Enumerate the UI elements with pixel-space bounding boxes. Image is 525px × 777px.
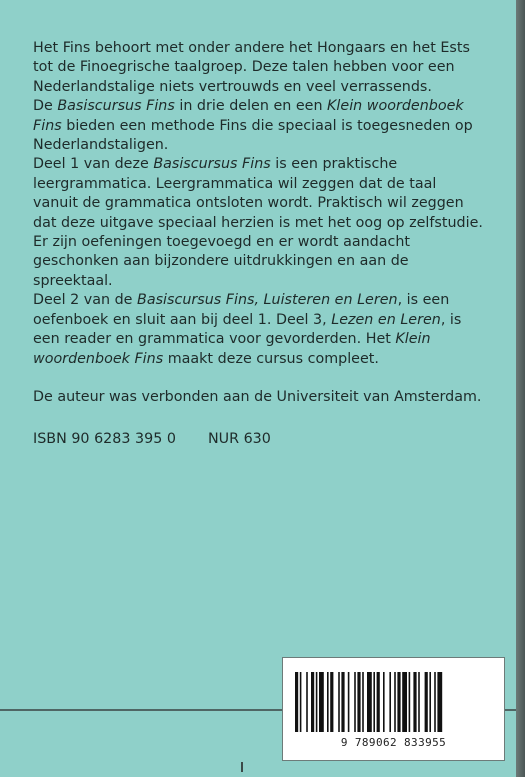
text-run: , is een oefenboek en sluit aan bij deel 1. Deel 3,	[33, 292, 450, 328]
page-edge	[516, 0, 525, 777]
print-mark	[241, 762, 243, 772]
text-run: , is een reader en grammatica voor gevorderden. Het	[33, 311, 462, 348]
text-run: is een praktische leergrammatica. Leergrammatica wil zeggen dat de taal vanuit de grammatica ontsloten wordt. Praktisch wil zeggen dat deze uitgave speciaal herzien is met het oog op zelfstudie. Er zijn oefeningen toegevoegd en er wordt aandacht geschonken aan bijzondere uitdrukkingen en aan de spreektaal.	[33, 156, 483, 289]
text-run: De	[33, 98, 58, 115]
italic-title: Basiscursus Fins, Luisteren en Leren	[137, 292, 398, 309]
blurb-text	[33, 39, 483, 450]
paragraph	[33, 291, 483, 369]
text-run: Het Fins behoort met onder andere het Hongaars en het Ests tot de Finoegrische taalgroep. Deze talen hebben voor een Nederlandstalige niets vertrouwds en veel verrassends.	[33, 40, 470, 95]
text-run: bieden een methode Fins die speciaal is toegesneden op Nederlandstaligen.	[33, 117, 473, 154]
paragraph	[33, 97, 483, 155]
italic-title: Lezen en Leren	[331, 311, 441, 328]
barcode-label	[282, 657, 505, 761]
italic-title: Klein woordenboek Fins	[33, 331, 431, 367]
italic-title: Basiscursus Fins	[153, 156, 271, 173]
barcode-icon	[295, 672, 493, 732]
text-run: in drie delen en een	[174, 98, 328, 115]
barcode-number: 9 789062 833955	[340, 736, 447, 749]
isbn-number: ISBN 90 6283 395 0	[33, 431, 176, 448]
italic-title: Basiscursus Fins	[57, 98, 175, 115]
nur-code: NUR 630	[207, 431, 271, 448]
text-run: Deel 1 van deze	[33, 156, 154, 173]
text-run: Deel 2 van de	[33, 292, 138, 309]
description-paragraphs	[33, 39, 483, 369]
text-run: maakt deze cursus compleet.	[163, 350, 379, 367]
author-line: De auteur was verbonden aan de Universiteit van Amsterdam.	[33, 388, 482, 405]
isbn-line	[33, 430, 483, 449]
paragraph	[33, 39, 483, 97]
italic-title: Klein woordenboek Fins	[33, 98, 464, 134]
paragraph	[33, 155, 483, 291]
